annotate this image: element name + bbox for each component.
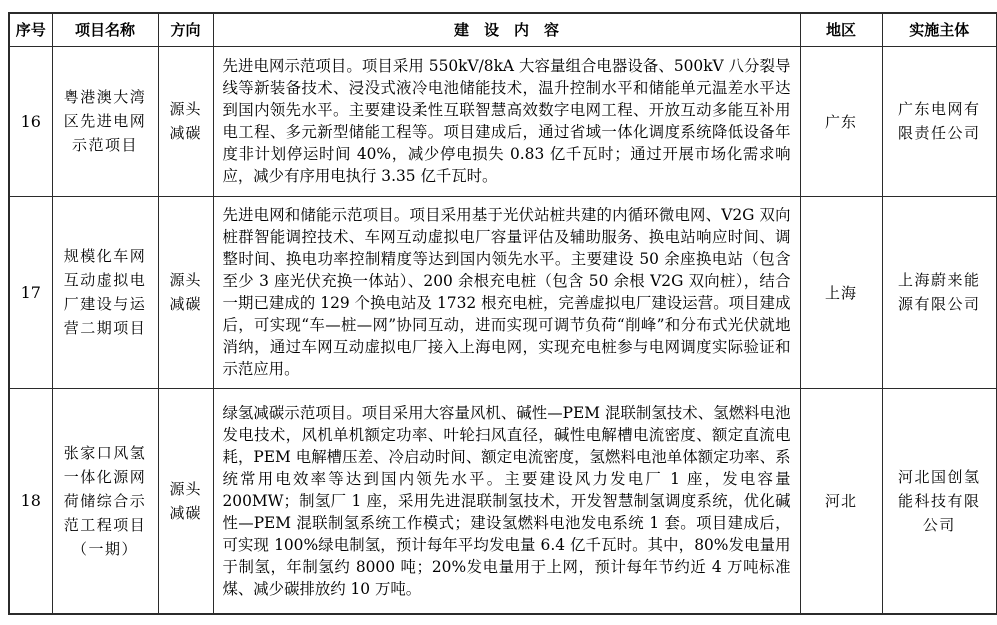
cell-entity: 广东电网有限责任公司	[882, 46, 997, 196]
cell-region: 广东	[800, 46, 882, 196]
cell-entity: 上海蔚来能源有限公司	[882, 196, 997, 388]
cell-no: 18	[9, 388, 52, 614]
table-header-row	[9, 13, 997, 46]
header-project-name: 项目名称	[52, 13, 158, 46]
cell-project-name: 规模化车网互动虚拟电厂建设与运营二期项目	[52, 196, 158, 388]
cell-direction: 源头减碳	[158, 388, 213, 614]
cell-region: 河北	[800, 388, 882, 614]
table-row	[9, 196, 997, 388]
table-row	[9, 388, 997, 614]
cell-content: 先进电网示范项目。项目采用 550kV/8kA 大容量组合电器设备、500kV 八分裂导线等新装备技术、浸没式液冷电池储能技术，温升控制水平和储能单元温差水平达到国内领先水平。主要建设柔性互联智慧高效数字电网工程、开放互动多能互补用电工程、多元新型储能工程等。项目建成后，通过省域一体化调度系统降低设备年度非计划停运时间 40%，减少停电损失 0.83 亿千瓦时；通过开展市场化需求响应，减少有序用电执行 3.35 亿千瓦时。	[213, 46, 800, 196]
cell-project-name: 粤港澳大湾区先进电网示范项目	[52, 46, 158, 196]
cell-project-name: 张家口风氢一体化源网荷储综合示范工程项目（一期）	[52, 388, 158, 614]
header-region: 地区	[800, 13, 882, 46]
header-entity: 实施主体	[882, 13, 997, 46]
projects-table	[8, 12, 997, 615]
cell-content: 先进电网和储能示范项目。项目采用基于光伏站桩共建的内循环微电网、V2G 双向桩群智能调控技术、车网互动虚拟电厂容量评估及辅助服务、换电站响应时间、调整时间、换电功率控制精度等达到国内领先水平。主要建设 50 余座换电站（包含至少 3 座光伏充换一体站）、200 余根充电桩（包含 50 余根 V2G 双向桩），结合一期已建成的 129 个换电站及 1732 根充电桩，完善虚拟电厂建设运营。项目建成后，可实现“车—桩—网”协同互动，进而实现可调节负荷“削峰”和分布式光伏就地消纳，通过车网互动虚拟电厂接入上海电网，实现充电桩参与电网调度实际验证和示范应用。	[213, 196, 800, 388]
cell-direction: 源头减碳	[158, 196, 213, 388]
cell-region: 上海	[800, 196, 882, 388]
cell-direction: 源头减碳	[158, 46, 213, 196]
header-no: 序号	[9, 13, 52, 46]
header-direction: 方向	[158, 13, 213, 46]
cell-no: 17	[9, 196, 52, 388]
cell-entity: 河北国创氢能科技有限公司	[882, 388, 997, 614]
cell-no: 16	[9, 46, 52, 196]
table-row	[9, 46, 997, 196]
header-content: 建 设 内 容	[213, 13, 800, 46]
cell-content: 绿氢减碳示范项目。项目采用大容量风机、碱性—PEM 混联制氢技术、氢燃料电池发电技术，风机单机额定功率、叶轮扫风直径，碱性电解槽电流密度、额定直流电耗，PEM 电解槽压差、冷启动时间、额定电流密度，氢燃料电池单体额定功率、系统常用电效率等达到国内领先水平。主要建设风力发电厂 1 座，发电容量 200MW；制氢厂 1 座，采用先进混联制氢技术，开发智慧制氢调度系统，优化碱性—PEM 混联制氢系统工作模式；建设氢燃料电池发电系统 1 套。项目建成后，可实现 100%绿电制氢，预计每年平均发电量 6.4 亿千瓦时。其中，80%发电量用于制氢，年制氢约 8000 吨；20%发电量用于上网，预计每年节约近 4 万吨标准煤、减少碳排放约 10 万吨。	[213, 388, 800, 614]
